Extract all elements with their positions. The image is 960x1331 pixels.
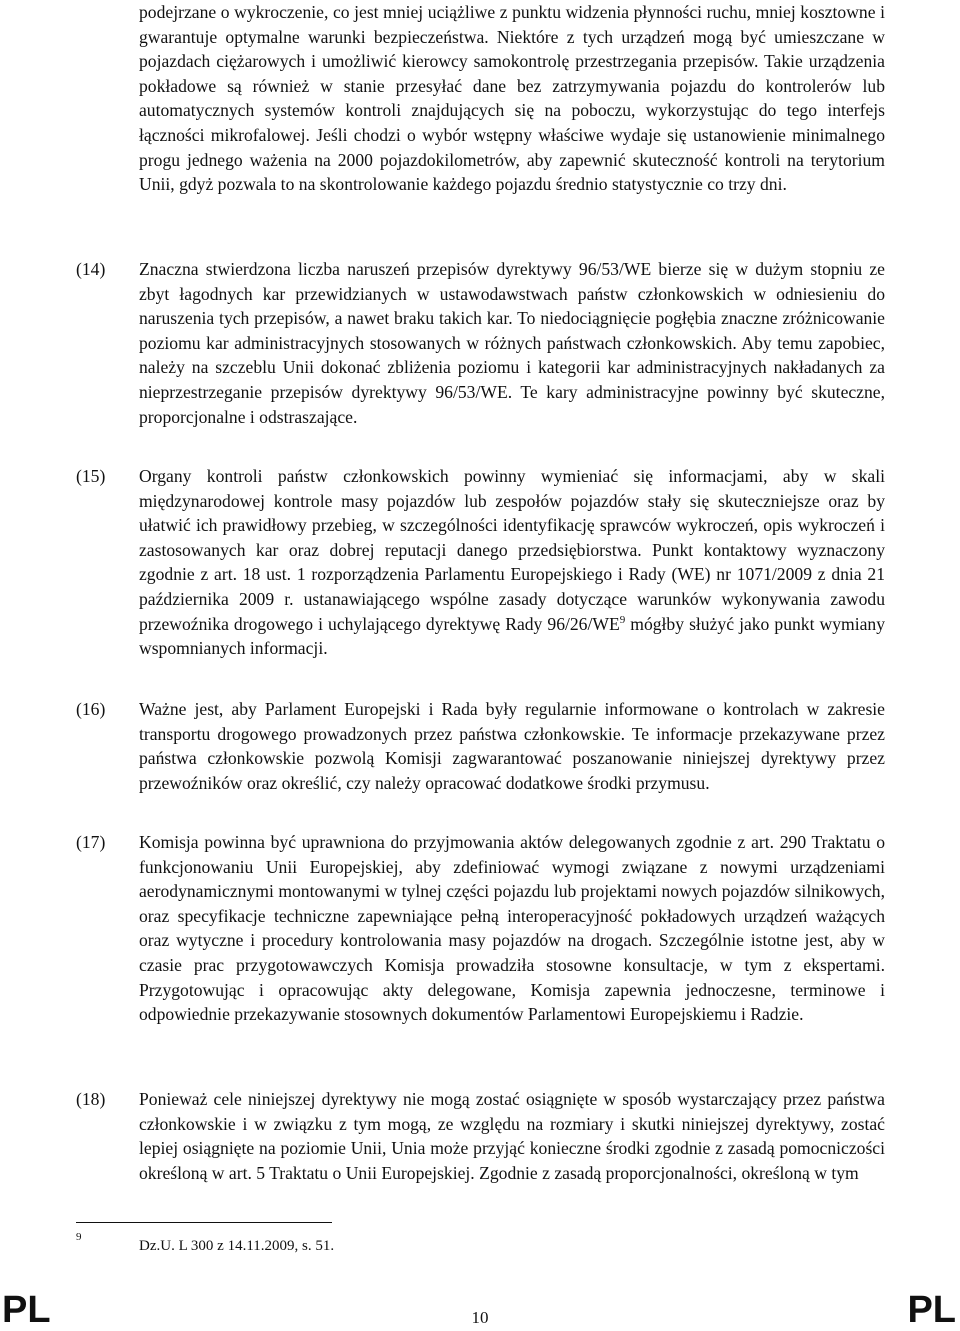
paragraph-number-16: (16) (76, 699, 106, 719)
paragraph-16: Ważne jest, aby Parlament Europejski i Rada były regularnie informowane o kontrolach w zakresie transportu drogowego prowadzonych przez państwa członkowskie. Te informacje przekazywane przez państwa członkowskie pozwolą Komisji zagwarantować poszanowanie niniejszej dyrektywy przez przewoźników oraz określić, czy należy opracować dodatkowe środki przymusu. (139, 699, 885, 793)
paragraph-number-17: (17) (76, 832, 106, 852)
footnote-number: 9 (76, 1231, 82, 1243)
paragraph-14: Znaczna stwierdzona liczba naruszeń przepisów dyrektywy 96/53/WE bierze się w dużym stopniu ze zbyt łagodnych kar przewidzianych w ustawodawstwach państw członkowskich w odniesieniu do naruszenia tych przepisów, a nawet braku takich kar. To niedociągnięcie pogłębia znaczne zróżnicowanie poziomu kar administracyjnych stosowanych w różnych państwach członkowskich. Aby temu zapobiec, należy na szczeblu Unii dokonać zbliżenia poziomu i kategorii kar administracyjnych nakładanych za nieprzestrzeganie przepisów dyrektywy 96/53/WE. Te kary administracyjne powinny być skuteczne, proporcjonalne i odstraszające. (139, 259, 885, 427)
paragraph-18: Ponieważ cele niniejszej dyrektywy nie mogą zostać osiągnięte w sposób wystarczający przez państwa członkowskie i w związku z tym mogą, ze względu na rozmiary i skutki niniejszej dyrektywy, zostać lepiej osiągnięte na poziomie Unii, Unia może przyjąć konieczne środki zgodnie z zasadą pomocniczości określoną w art. 5 Traktatu o Unii Europejskiej. Zgodnie z zasadą proporcjonalności, określoną w tym (139, 1089, 885, 1183)
page-number: 10 (471, 1308, 489, 1327)
paragraph-17: Komisja powinna być uprawniona do przyjmowania aktów delegowanych zgodnie z art. 290 Traktatu o funkcjonowaniu Unii Europejskiej, aby zdefiniować wymogi związane z nowymi urządzeniami aerodynamicznymi montowanymi w tylnej części pojazdu lub projektami nowych pojazdów silnikowych, oraz specyfikacje techniczne zapewniające pełną interoperacyjność pokładowych urządzeń ważących oraz wytyczne i procedury kontrolowania masy pojazdów na drogach. Szczególnie istotne jest, aby w czasie prac przygotowawczych Komisja prowadziła stosowne konsultacje, w tym z ekspertami. Przygotowując i opracowując akty delegowane, Komisja zapewnia jednoczesne, terminowe i odpowiednie przekazywanie stosownych dokumentów Parlamentowi Europejskiemu i Radzie. (139, 832, 885, 1025)
paragraph-15 (139, 464, 885, 661)
footnote-text: Dz.U. L 300 z 14.11.2009, s. 51. (139, 1238, 335, 1254)
paragraph-number-14: (14) (76, 259, 106, 279)
paragraph-13-continuation: podejrzane o wykroczenie, co jest mniej uciążliwe z punktu widzenia płynności ruchu, mniej kosztowne i gwarantuje optymalne warunki bezpieczeństwa. Niektóre z tych urządzeń mogą być umieszczane w pojazdach ciężarowych i umożliwić kierowcy samokontrolę przestrzegania przepisów. Takie urządzenia pokładowe są również w stanie przesyłać dane bez zatrzymywania pojazdu do kontrolerów lub automatycznych systemów kontroli znajdujących się na poboczu, wykorzystując do tego interfejs łączności mikrofalowej. Jeśli chodzi o wybór wstępny właściwe wydaje się ustanowienie minimalnego progu jednego ważenia na 2000 pojazdokilometrów, aby zapewnić skuteczność kontroli na terytorium Unii, gdyż pozwala to na skontrolowanie każdego pojazdu średnio statystycznie co trzy dni. (139, 2, 885, 195)
paragraph-15-text-after: mógłby służyć jako punkt wymiany wspomnianych informacji. (139, 613, 886, 659)
paragraph-number-18: (18) (76, 1089, 106, 1109)
language-code-left: PL (2, 1289, 51, 1331)
footnote-reference[interactable]: 9 (619, 613, 626, 626)
paragraph-15-text-before: Organy kontroli państw członkowskich powinny wymieniać się informacjami, aby w skali międzynarodowej kontrole masy pojazdów lub zespołów pojazdów stały się skuteczniejsze oraz by ułatwić ich prawidłowy przebieg, w szczególności identyfikację sprawców wykroczeń, opis wykroczeń i zastosowanych kar oraz dobrej reputacji danego przedsiębiorstwa. Punkt kontaktowy wyznaczony zgodnie z art. 18 ust. 1 rozporządzenia Parlamentu Europejskiego i Rady (WE) nr 1071/2009 z dnia 21 października 2009 r. ustanawiającego wspólne zasady dotyczące warunków wykonywania zawodu przewoźnika drogowego i uchylającego dyrektywę Rady 96/26/WE (139, 466, 885, 634)
language-code-right: PL (907, 1289, 956, 1331)
footnote-separator (76, 1222, 332, 1223)
paragraph-number-15: (15) (76, 466, 106, 486)
